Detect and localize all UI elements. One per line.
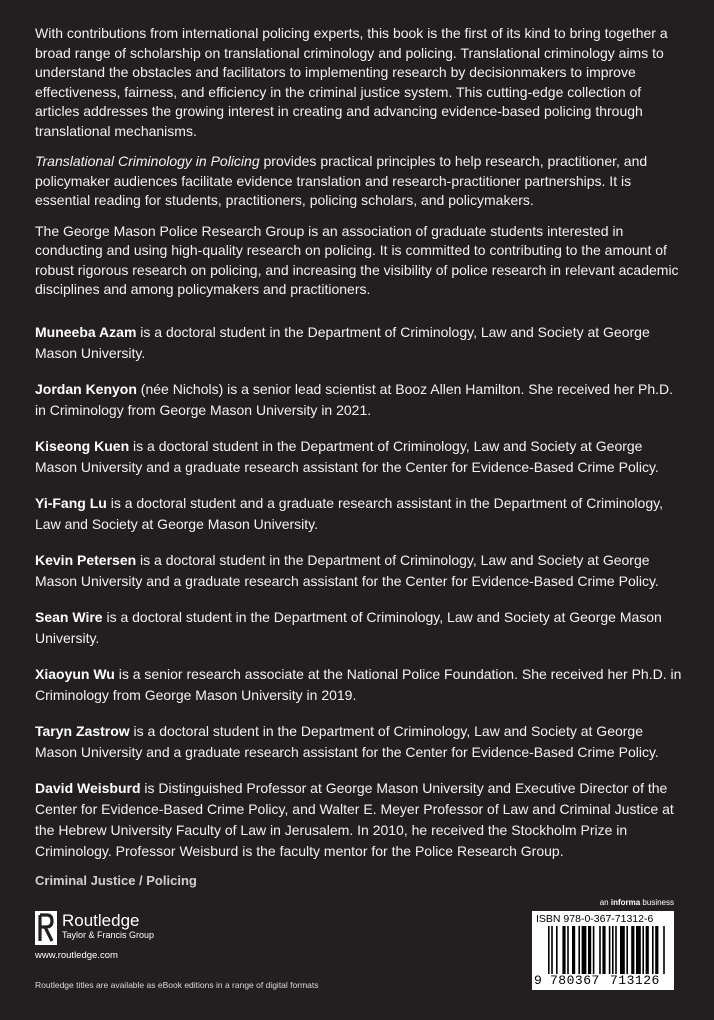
- subject-category: Criminal Justice / Policing: [35, 873, 197, 888]
- back-cover-content: [35, 24, 683, 877]
- isbn-label: ISBN 978-0-367-71312-6: [536, 913, 654, 925]
- barcode-bar: [655, 926, 658, 974]
- bio-wire: [35, 607, 683, 649]
- informa-business-label: an informa business: [599, 898, 674, 907]
- bio-name: Xiaoyun Wu: [35, 665, 115, 682]
- bio-name: Yi-Fang Lu: [35, 494, 107, 511]
- bio-text: is a doctoral student in the Department of Criminology, Law and Society at George Mason University and a graduate research assistant for the Center for Evidence-Based Crime Policy.: [35, 722, 659, 760]
- barcode-bar: [609, 926, 611, 974]
- barcode-bar: [663, 926, 665, 974]
- barcode-bar: [593, 926, 595, 974]
- bio-name: Kiseong Kuen: [35, 437, 130, 454]
- barcode-bar: [652, 926, 654, 974]
- bio-text: is a doctoral student in the Department of Criminology, Law and Society at George Mason University.: [35, 608, 662, 646]
- barcode-bar: [578, 926, 580, 974]
- bio-name: Muneeba Azam: [35, 323, 137, 340]
- bio-lu: [35, 493, 683, 535]
- barcode-bar: [615, 926, 617, 974]
- barcode-bar: [620, 926, 625, 974]
- barcode-bar: [588, 926, 591, 974]
- publisher-subtitle: Taylor & Francis Group: [62, 930, 155, 940]
- barcode-bar: [642, 926, 644, 974]
- bio-text: is a doctoral student in the Department of Criminology, Law and Society at George Mason University and a graduate research assistant for the Center for Evidence-Based Crime Policy.: [35, 551, 659, 589]
- bio-kuen: [35, 436, 683, 478]
- bio-name: David Weisburd: [35, 779, 141, 796]
- isbn-barcode: [532, 911, 674, 990]
- bio-text: is a doctoral student in the Department of Criminology, Law and Society at George Mason University.: [35, 323, 650, 361]
- contributor-bios: [35, 322, 683, 862]
- barcode-bar: [602, 926, 605, 974]
- barcode-bar: [636, 926, 641, 974]
- description-paragraph-1: With contributions from international policing experts, this book is the first of its kind to bring together a broad range of scholarship on translational criminology and policing. Translational criminology aims to understand the obstacles and facilitators to implementing research by decisionmakers to improve effectiveness, fairness, and efficiency in the criminal justice system. This cutting-edge collection of articles addresses the growing interest in creating and advancing evidence-based policing through translational mechanisms.: [35, 25, 668, 139]
- bio-azam: [35, 322, 683, 364]
- barcode-bar: [626, 926, 628, 974]
- barcode-bar: [548, 926, 550, 974]
- publisher-name: Routledge: [62, 911, 140, 930]
- bio-text: is a doctoral student and a graduate research assistant in the Department of Criminology, Law and Society at George Mason University.: [35, 494, 663, 532]
- bio-wu: [35, 664, 683, 706]
- barcode-bar: [599, 926, 601, 974]
- bio-weisburd: [35, 778, 683, 862]
- routledge-logo-icon: [35, 911, 57, 945]
- barcode-bar: [631, 926, 634, 974]
- bio-text: is Distinguished Professor at George Mason University and Executive Director of the Center for Evidence-Based Crime Policy, and Walter E. Meyer Professor of Law and Criminal Justice at the Hebrew University Faculty of Law in Jerusalem. In 2010, he received the Stockholm Prize in Criminology. Professor Weisburd is the faculty mentor for the Police Research Group.: [35, 779, 674, 859]
- bio-petersen: [35, 550, 683, 592]
- bio-text: (née Nichols) is a senior lead scientist at Booz Allen Hamilton. She received her Ph.D. in Criminology from George Mason University in 2021.: [35, 380, 674, 418]
- ebook-note: Routledge titles are available as eBook editions in a range of digital formats: [35, 980, 319, 990]
- informa-word: informa: [610, 898, 641, 907]
- bio-zastrow: [35, 721, 683, 763]
- barcode-bar: [612, 926, 614, 974]
- bio-text: is a doctoral student in the Department of Criminology, Law and Society at George Mason University and a graduate research assistant for the Center for Evidence-Based Crime Policy.: [35, 437, 659, 475]
- bio-text: is a senior research associate at the National Police Foundation. She received her Ph.D. in Criminology from George Mason University in 2019.: [35, 665, 682, 703]
- barcode-bar: [556, 926, 558, 974]
- bio-name: Kevin Petersen: [35, 551, 137, 568]
- barcode-bar: [572, 926, 575, 974]
- routledge-logo: [35, 911, 154, 945]
- book-title-italic: Translational Criminology in Policing: [35, 153, 260, 169]
- barcode-bar: [582, 926, 587, 974]
- description-paragraph-3: The George Mason Police Research Group is an association of graduate students interested in conducting and using high-quality research on policing. It is committed to contributing to the amount of robust rigorous research on policing, and increasing the visibility of police research in relevant academic disciplines and among policymakers and practitioners.: [35, 222, 679, 297]
- barcode-digit-first: 9: [534, 973, 543, 988]
- barcode-bar: [551, 926, 553, 974]
- barcode-bar: [567, 926, 569, 974]
- publisher-website: www.routledge.com: [35, 950, 118, 961]
- barcode-bars: [538, 926, 670, 976]
- description-paragraph-2-text: provides practical principles to help research, practitioner, and policymaker audiences facilitate evidence translation and research-practitioner partnerships. It is essential reading for students, practitioners, policing scholars, and policymakers.: [35, 153, 648, 208]
- bio-name: Sean Wire: [35, 608, 103, 625]
- description-paragraph-2: [35, 152, 683, 211]
- bio-kenyon: [35, 379, 683, 421]
- barcode-digits-left: 780367: [550, 973, 600, 988]
- barcode-digits-right: 713126: [610, 973, 660, 988]
- bio-name: Jordan Kenyon: [35, 380, 137, 397]
- barcode-bar: [646, 926, 649, 974]
- barcode-bar: [562, 926, 565, 974]
- bio-name: Taryn Zastrow: [35, 722, 130, 739]
